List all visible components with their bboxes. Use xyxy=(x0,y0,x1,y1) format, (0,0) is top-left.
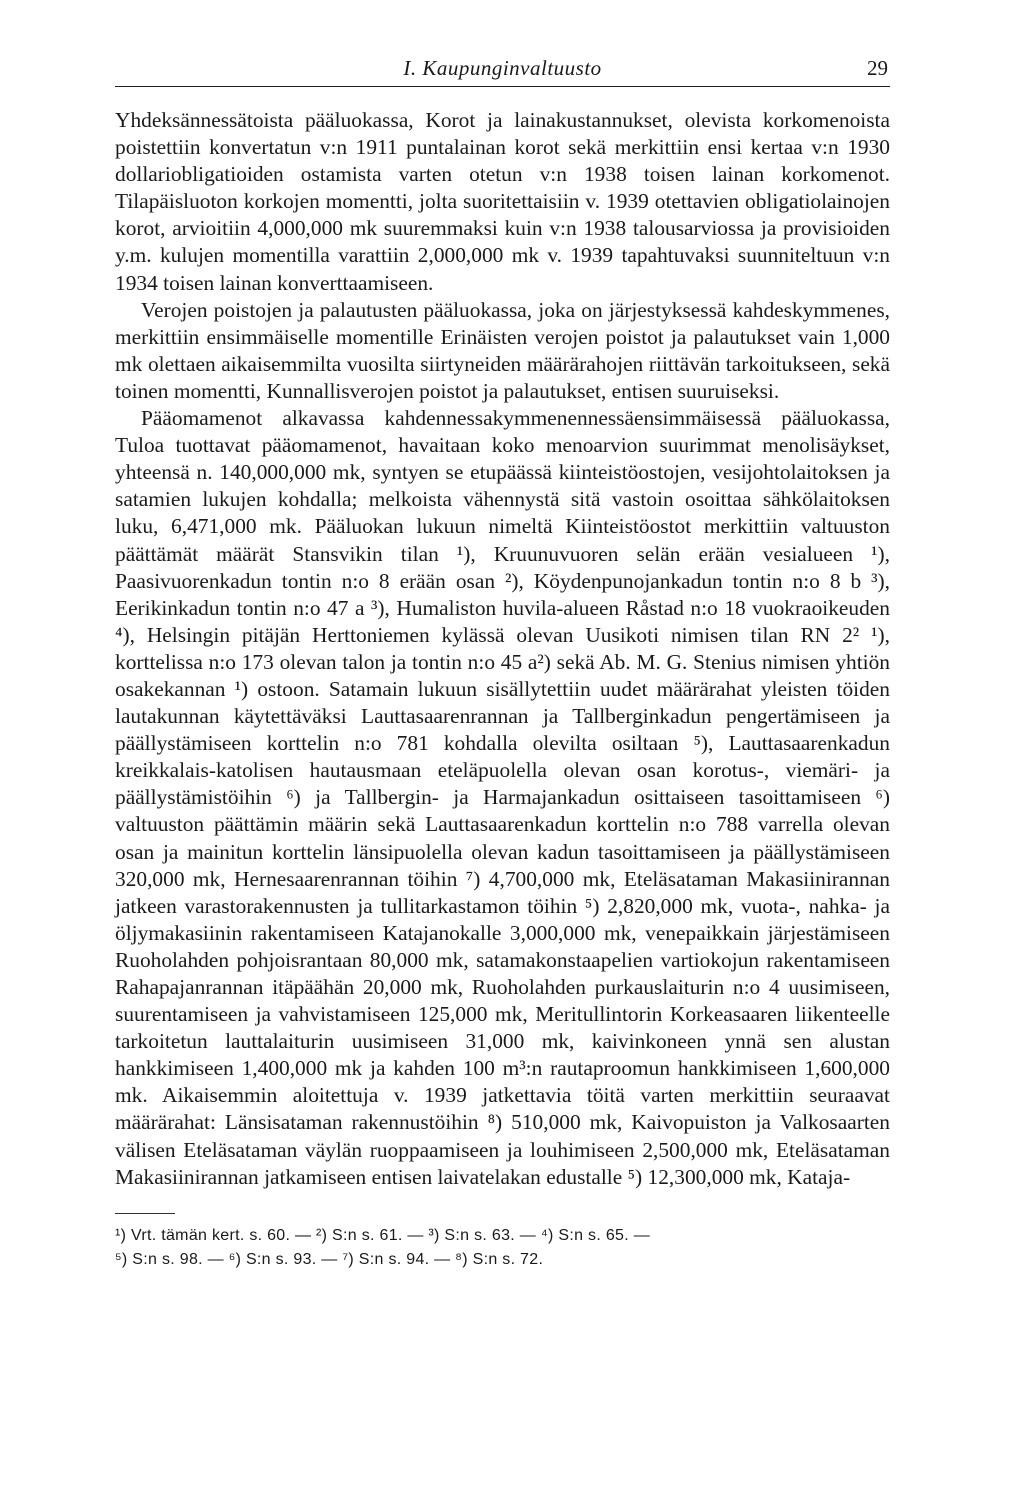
paragraph-3: Pääomamenot alkavassa kahdennessakymmenennessäensimmäisessä pääluokassa, Tuloa tuottavat pääomamenot, havaitaan koko menoarvion suurimmat menolisäykset, yhteensä n. 140,000,000 mk, syntyen se etupäässä kiinteistöostojen, vesijohtolaitoksen ja satamien lukujen kohdalla; melkoista vähennystä sitä vastoin osoittaa sähkölaitoksen luku, 6,471,000 mk. Pääluokan lukuun nimeltä Kiinteistöostot merkittiin valtuuston päättämät määrät Stansvikin tilan ¹), Kruunuvuoren selän erään vesialueen ¹), Paasivuorenkadun tontin n:o 8 erään osan ²), Köydenpunojankadun tontin n:o 8 b ³), Eerikinkadun tontin n:o 47 a ³), Humaliston huvila-alueen Råstad n:o 18 vuokraoikeuden ⁴), Helsingin pitäjän Herttoniemen kylässä olevan Uusikoti nimisen tilan RN 2² ¹), korttelissa n:o 173 olevan talon ja tontin n:o 45 a²) sekä Ab. M. G. Stenius nimisen yhtiön osakekannan ¹) ostoon. Satamain lukuun sisällytettiin uudet määrärahat yleisten töiden lautakunnan käytettäväksi Lauttasaarenrannan ja Tallberginkadun pengertämiseen ja päällystämiseen korttelin n:o 781 kohdalla olevilta osiltaan ⁵), Lauttasaarenkadun kreikkalais-katolisen hautausmaan eteläpuolella olevan osan korotus-, viemäri- ja päällystämistöihin ⁶) ja Tallbergin- ja Harmajankadun osittaiseen tasoittamiseen ⁶) valtuuston päättämin määrin sekä Lauttasaarenkadun korttelin n:o 788 varrella olevan osan ja mainitun korttelin länsipuolella olevan kadun tasoittamiseen ja päällystämiseen 320,000 mk, Hernesaarenrannan töihin ⁷) 4,700,000 mk, Eteläsataman Makasiinirannan jatkeen varastorakennusten ja tullitarkastamon töihin ⁵) 2,820,000 mk, vuota-, nahka- ja öljymakasiinin rakentamiseen Katajanokalle 3,000,000 mk, venepaikkain järjestämiseen Ruoholahden pohjoisrantaan 80,000 mk, satamakonstaapelien vartiokojun rakentamiseen Rahapajanrannan itäpäähän 20,000 mk, Ruoholahden purkauslaiturin n:o 4 uusimiseen, suurentamiseen ja vahvistamiseen 125,000 mk, Meritullintorin Korkeasaaren liikenteelle tarkoitetun lauttalaiturin uusimiseen 31,000 mk, kaivinkoneen ynnä sen alustan hankkimiseen 1,400,000 mk ja kahden 100 m³:n rautaproomun hankkimiseen 1,600,000 mk. Aikaisemmin aloitettuja v. 1939 jatkettavia töitä varten merkittiin seuraavat määrärahat: Länsisataman rakennustöihin ⁸) 510,000 mk, Kaivopuiston ja Valkosaarten välisen Eteläsataman väylän ruoppaamiseen ja louhimiseen 2,500,000 mk, Eteläsataman Makasiinirannan jatkamiseen entisen laivatelakan edustalle ⁵) 12,300,000 mk, Kataja- xyxy=(115,406,890,1189)
paragraph-2: Verojen poistojen ja palautusten pääluokassa, joka on järjestyksessä kahdeskymmenes, merkittiin ensimmäiselle momentille Erinäisten verojen poistot ja palautukset vain 1,000 mk olettaen aikaisemmilta vuosilta siirtyneiden määrärahojen riittävän tarkoitukseen, sekä toinen momentti, Kunnallisverojen poistot ja palautukset, entisen suuruiseksi. xyxy=(115,297,890,403)
footnote-rule xyxy=(115,1213,175,1214)
footnote-line-2: ⁵) S:n s. 98. — ⁶) S:n s. 93. — ⁷) S:n s. 94. — ⁸) S:n s. 72. xyxy=(115,1250,544,1268)
page-header xyxy=(115,52,890,87)
body-text xyxy=(115,107,890,1191)
running-head: I. Kaupunginvaltuusto xyxy=(403,56,602,80)
page-number: 29 xyxy=(867,56,888,80)
footnote-line-1: ¹) Vrt. tämän kert. s. 60. — ²) S:n s. 61. — ³) S:n s. 63. — ⁴) S:n s. 65. — xyxy=(115,1226,651,1244)
document-page xyxy=(115,52,890,1272)
paragraph-1: Yhdeksännessätoista pääluokassa, Korot ja lainakustannukset, olevista korkomenoista poistettiin konvertatun v:n 1911 puntalainan korot sekä merkittiin ensi kertaa v:n 1930 dollariobligatioiden ostamista varten otetun v:n 1938 toisen lainan korkomenot. Tilapäisluoton korkojen momentti, jolta suoritettaisiin v. 1939 otettavien obligatiolainojen korot, arvioitiin 4,000,000 mk suuremmaksi kuin v:n 1938 talousarviossa ja provisioiden y.m. kulujen momentilla varattiin 2,000,000 mk v. 1939 tapahtuvaksi suunniteltuun v:n 1934 toisen lainan konverttaamiseen. xyxy=(115,108,890,295)
footnotes xyxy=(115,1224,890,1272)
